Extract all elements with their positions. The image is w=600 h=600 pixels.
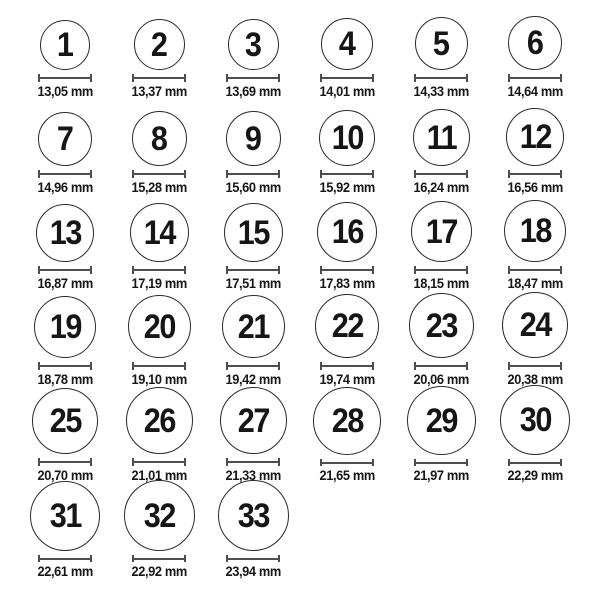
ring-circle (508, 16, 562, 70)
diameter-dimension-line (508, 362, 562, 370)
ring-circle (319, 110, 375, 166)
ring-size-cell (18, 99, 112, 195)
ring-diameter-label: 22,29 mm (507, 468, 563, 483)
ring-diameter-label: 16,87 mm (37, 276, 93, 291)
ring-size-cell (112, 99, 206, 195)
ring-size-cell (112, 195, 206, 291)
diameter-dimension-line (38, 266, 92, 274)
ring-circle-area (506, 99, 564, 166)
ring-diameter-label: 18,47 mm (507, 276, 563, 291)
ring-diameter-label: 23,94 mm (225, 564, 281, 579)
ring-diameter-label: 14,01 mm (319, 84, 375, 99)
ring-circle (317, 202, 377, 262)
diameter-dimension-line (320, 266, 374, 274)
ring-diameter-label: 14,33 mm (413, 84, 469, 99)
ring-circle-area (220, 387, 287, 454)
ring-size-cell (300, 291, 394, 387)
ring-size-number: 3 (245, 25, 261, 64)
ring-size-cell (300, 387, 394, 483)
ring-circle-area (315, 291, 379, 358)
ring-size-number: 24 (519, 306, 551, 345)
ring-circle (132, 111, 187, 166)
chart-row (18, 99, 582, 195)
ring-size-number: 17 (425, 212, 457, 251)
ring-diameter-label: 14,64 mm (507, 84, 563, 99)
ring-circle (224, 203, 283, 262)
ring-size-cell (206, 291, 300, 387)
ring-circle (128, 295, 191, 358)
chart-row (18, 195, 582, 291)
ring-circle (124, 480, 195, 551)
ring-diameter-label: 20,06 mm (413, 372, 469, 387)
ring-diameter-label: 13,37 mm (131, 84, 187, 99)
ring-size-cell (394, 291, 488, 387)
ring-diameter-label: 20,38 mm (507, 372, 563, 387)
diameter-dimension-line (226, 362, 280, 370)
ring-size-number: 26 (143, 401, 175, 440)
diameter-dimension-line (132, 74, 186, 82)
ring-size-number: 4 (339, 25, 355, 64)
ring-circle-area (319, 99, 375, 166)
ring-size-cell (112, 387, 206, 483)
ring-circle-area (36, 195, 94, 262)
ring-diameter-label: 14,96 mm (37, 180, 93, 195)
ring-circle-area (224, 195, 283, 262)
ring-diameter-label: 21,33 mm (225, 468, 281, 483)
ring-size-cell (394, 387, 488, 483)
ring-size-cell (300, 195, 394, 291)
ring-circle (502, 292, 568, 358)
ring-circle (32, 388, 98, 454)
ring-size-cell (18, 3, 112, 99)
ring-diameter-label: 20,70 mm (37, 468, 93, 483)
ring-size-number: 29 (425, 401, 457, 440)
ring-size-cell (488, 99, 582, 195)
chart-row (18, 3, 582, 99)
ring-diameter-label: 19,74 mm (319, 372, 375, 387)
ring-circle (504, 200, 566, 262)
ring-size-cell (300, 3, 394, 99)
ring-circle-area (126, 387, 193, 454)
ring-size-cell (206, 195, 300, 291)
ring-size-number: 12 (519, 118, 551, 157)
ring-diameter-label: 13,05 mm (37, 84, 93, 99)
ring-diameter-label: 19,10 mm (131, 372, 187, 387)
ring-circle-area (132, 99, 187, 166)
ring-diameter-label: 15,60 mm (225, 180, 281, 195)
diameter-dimension-line (414, 266, 468, 274)
ring-size-number: 18 (519, 212, 551, 251)
ring-diameter-label: 18,15 mm (413, 276, 469, 291)
ring-size-number: 32 (143, 496, 175, 535)
diameter-dimension-line (320, 459, 374, 466)
ring-circle-area (502, 291, 568, 358)
ring-size-cell (206, 99, 300, 195)
ring-size-number: 5 (433, 24, 449, 63)
ring-diameter-label: 21,97 mm (413, 468, 469, 483)
ring-size-cell (394, 3, 488, 99)
ring-circle (220, 387, 287, 454)
ring-circle (126, 387, 193, 454)
ring-diameter-label: 17,83 mm (319, 276, 375, 291)
ring-diameter-label: 22,61 mm (37, 564, 93, 579)
diameter-dimension-line (414, 74, 468, 82)
diameter-dimension-line (508, 459, 562, 466)
ring-diameter-label: 17,51 mm (225, 276, 281, 291)
ring-circle-area (130, 195, 189, 262)
ring-size-number: 7 (57, 120, 73, 159)
diameter-dimension-line (508, 170, 562, 178)
ring-circle (415, 17, 468, 70)
diameter-dimension-line (414, 362, 468, 370)
ring-circle (228, 19, 279, 70)
ring-circle-area (30, 483, 100, 551)
ring-size-number: 21 (237, 307, 269, 346)
ring-size-cell (18, 387, 112, 483)
diameter-dimension-line (226, 266, 280, 274)
ring-circle-area (218, 483, 289, 551)
ring-size-cell (488, 387, 582, 483)
diameter-dimension-line (414, 170, 468, 178)
diameter-dimension-line (132, 458, 186, 466)
ring-size-cell (300, 99, 394, 195)
ring-circle (34, 296, 96, 358)
diameter-dimension-line (132, 555, 186, 562)
ring-size-number: 16 (331, 213, 363, 252)
diameter-dimension-line (320, 74, 374, 82)
ring-circle (321, 18, 373, 70)
ring-circle-area (313, 387, 381, 455)
ring-circle-area (40, 3, 90, 70)
ring-size-cell (206, 3, 300, 99)
chart-row (18, 291, 582, 387)
ring-circle-area (407, 387, 476, 455)
diameter-dimension-line (414, 459, 468, 466)
ring-size-number: 22 (331, 307, 363, 346)
ring-size-cell (206, 387, 300, 483)
ring-circle (222, 295, 285, 358)
ring-circle-area (415, 3, 468, 70)
ring-size-number: 15 (237, 213, 269, 252)
ring-size-cell (488, 291, 582, 387)
ring-size-number: 30 (519, 401, 551, 439)
ring-circle (407, 386, 476, 455)
ring-size-number: 25 (49, 402, 81, 441)
ring-diameter-label: 19,42 mm (225, 372, 281, 387)
ring-size-cell (112, 3, 206, 99)
ring-circle (38, 112, 92, 166)
ring-circle (500, 385, 570, 455)
ring-size-number: 20 (143, 307, 175, 346)
ring-circle-area (411, 195, 472, 262)
ring-diameter-label: 22,92 mm (131, 564, 187, 579)
diameter-dimension-line (320, 362, 374, 370)
ring-circle (226, 111, 281, 166)
ring-circle-area (32, 387, 98, 454)
ring-diameter-label: 15,92 mm (319, 180, 375, 195)
ring-circle-area (134, 3, 185, 70)
ring-circle (506, 108, 564, 166)
diameter-dimension-line (38, 458, 92, 466)
ring-diameter-label: 17,19 mm (131, 276, 187, 291)
ring-size-number: 11 (426, 118, 456, 157)
ring-circle-area (124, 483, 195, 551)
ring-circle (315, 294, 379, 358)
ring-circle (409, 293, 474, 358)
ring-diameter-label: 21,01 mm (131, 468, 187, 483)
ring-circle (313, 387, 381, 455)
diameter-dimension-line (132, 266, 186, 274)
diameter-dimension-line (320, 170, 374, 178)
ring-size-number: 28 (331, 402, 363, 440)
ring-size-cell (18, 291, 112, 387)
ring-size-cell (206, 483, 300, 579)
diameter-dimension-line (508, 266, 562, 274)
diameter-dimension-line (38, 74, 92, 82)
ring-circle-area (409, 291, 474, 358)
ring-circle-area (413, 99, 470, 166)
ring-circle-area (228, 3, 279, 70)
diameter-dimension-line (226, 74, 280, 82)
ring-circle (30, 481, 100, 551)
diameter-dimension-line (132, 170, 186, 178)
diameter-dimension-line (38, 362, 92, 370)
ring-circle-area (504, 195, 566, 262)
ring-circle-area (34, 291, 96, 358)
ring-size-cell (112, 483, 206, 579)
ring-size-number: 9 (245, 119, 261, 158)
ring-circle (411, 201, 472, 262)
diameter-dimension-line (508, 74, 562, 82)
ring-size-cell (488, 3, 582, 99)
ring-size-cell (112, 291, 206, 387)
ring-diameter-label: 16,24 mm (413, 180, 469, 195)
ring-size-cell (18, 483, 112, 579)
ring-circle-area (128, 291, 191, 358)
diameter-dimension-line (226, 170, 280, 178)
diameter-dimension-line (132, 362, 186, 370)
ring-circle-area (508, 3, 562, 70)
ring-size-number: 8 (151, 119, 167, 158)
ring-circle (413, 109, 470, 166)
ring-size-number: 1 (57, 26, 73, 65)
ring-circle (36, 204, 94, 262)
ring-circle-area (500, 387, 570, 455)
ring-diameter-label: 13,69 mm (225, 84, 281, 99)
ring-circle-area (226, 99, 281, 166)
diameter-dimension-line (226, 458, 280, 466)
ring-size-cell (488, 195, 582, 291)
ring-diameter-label: 18,78 mm (37, 372, 93, 387)
ring-size-number: 13 (49, 214, 81, 253)
ring-size-number: 14 (143, 213, 175, 252)
ring-circle (40, 20, 90, 70)
ring-diameter-label: 16,56 mm (507, 180, 563, 195)
ring-size-number: 31 (49, 497, 81, 535)
ring-diameter-label: 21,65 mm (319, 468, 375, 483)
ring-size-number: 23 (425, 306, 457, 345)
ring-size-cell (394, 195, 488, 291)
ring-size-number: 33 (237, 496, 269, 535)
ring-size-number: 2 (151, 25, 167, 64)
diameter-dimension-line (38, 555, 92, 562)
ring-circle-area (38, 99, 92, 166)
ring-size-cell (18, 195, 112, 291)
ring-size-number: 27 (237, 401, 269, 440)
ring-circle (218, 480, 289, 551)
ring-circle (134, 19, 185, 70)
diameter-dimension-line (226, 555, 280, 562)
ring-size-number: 19 (49, 308, 81, 347)
diameter-dimension-line (38, 170, 92, 178)
ring-diameter-label: 15,28 mm (131, 180, 187, 195)
ring-size-cell (394, 99, 488, 195)
chart-row (18, 483, 582, 579)
ring-circle-area (321, 3, 373, 70)
ring-circle-area (222, 291, 285, 358)
ring-size-number: 10 (331, 119, 363, 158)
chart-row (18, 387, 582, 483)
ring-circle (130, 203, 189, 262)
ring-size-number: 6 (527, 24, 543, 63)
ring-circle-area (317, 195, 377, 262)
